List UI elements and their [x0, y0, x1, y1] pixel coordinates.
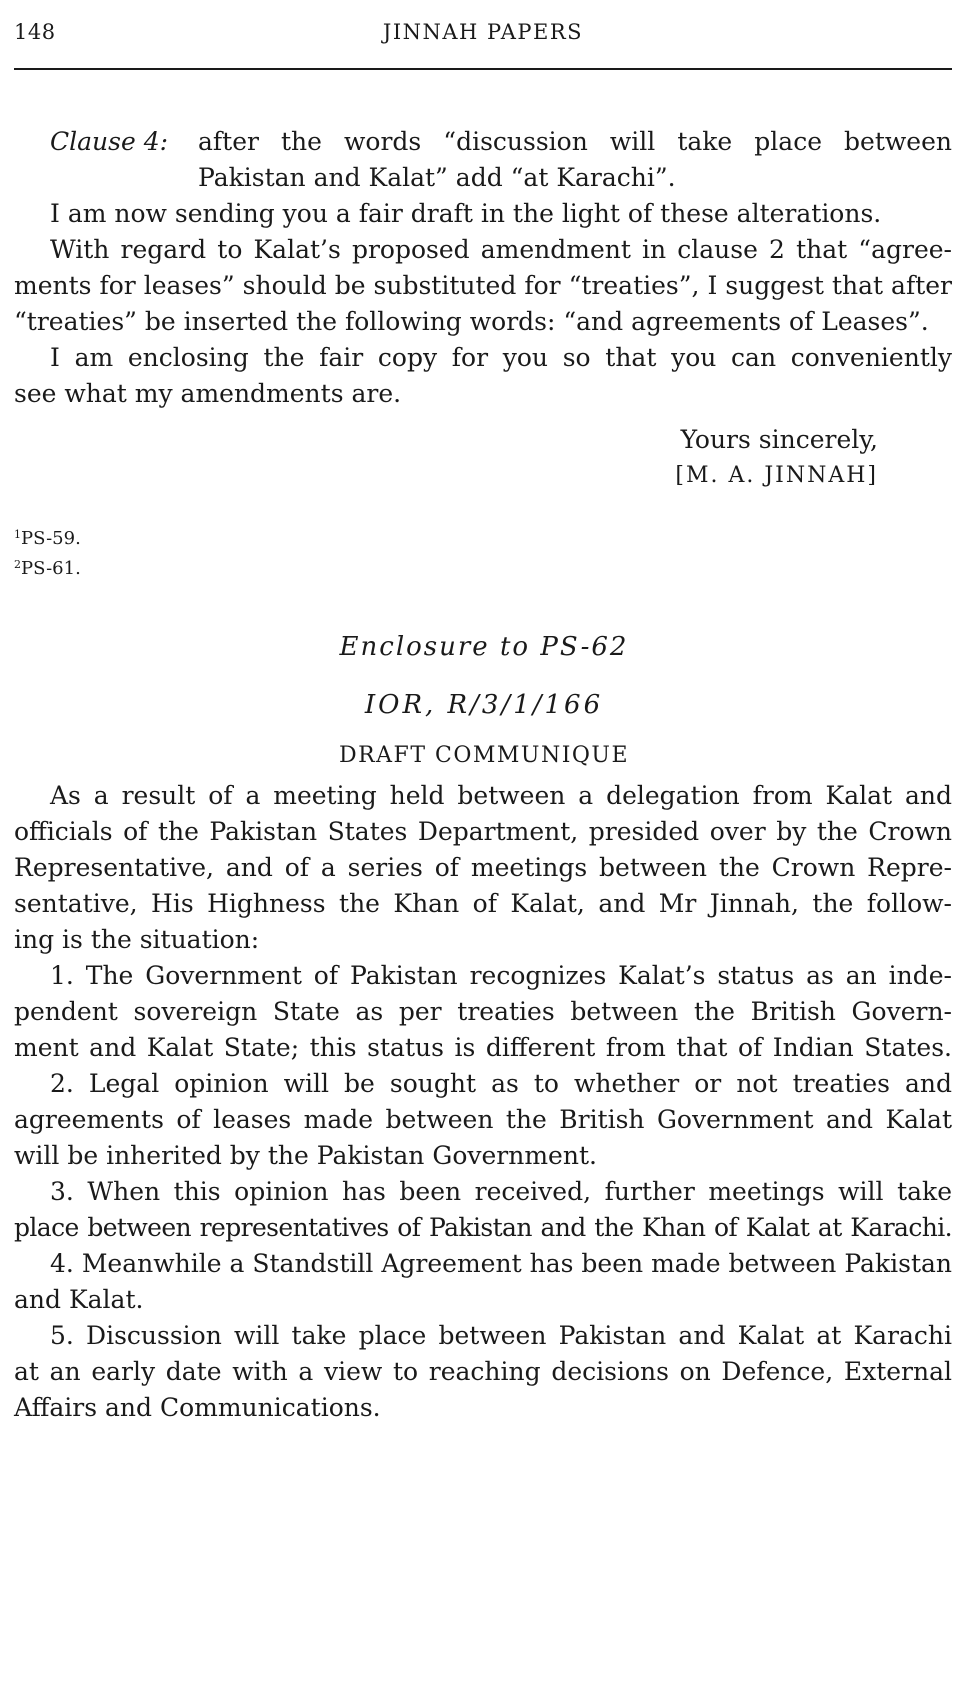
clause-4-amendment: [14, 124, 952, 196]
communique-line: Affairs and Communications.: [14, 1393, 381, 1422]
communique-line: pendent sovereign State as per treaties between the British Govern-: [14, 997, 952, 1026]
communique-line: Representative, and of a series of meetings between the Crown Repre-: [14, 853, 952, 882]
letter-line: I am enclosing the fair copy for you so that you can conveniently: [50, 343, 952, 372]
communique-line: and Kalat.: [14, 1285, 144, 1314]
communique-line: 2. Legal opinion will be sought as to whether or not treaties and: [50, 1069, 952, 1098]
communique-line: As a result of a meeting held between a delegation from Kalat and: [50, 781, 952, 810]
header-rule: [14, 68, 952, 70]
communique-body: [14, 778, 952, 1426]
footnote-text: PS-59.: [21, 528, 81, 549]
communique-line: agreements of leases made between the British Government and Kalat: [14, 1105, 952, 1134]
communique-line: 3. When this opinion has been received, further meetings will take: [50, 1177, 952, 1206]
letter-line: see what my amendments are.: [14, 379, 402, 408]
communique-line: 4. Meanwhile a Standstill Agreement has been made between Pakistan: [50, 1249, 952, 1278]
footnote-mark: 1: [14, 528, 21, 541]
page-header: [14, 18, 952, 50]
clause-line: Pakistan and Kalat” add “at Karachi”.: [198, 163, 676, 192]
communique-line: ing is the situation:: [14, 925, 260, 954]
communique-heading: DRAFT COMMUNIQUE: [338, 743, 630, 768]
closing: Yours sincerely,: [680, 425, 878, 454]
page-number: 148: [14, 20, 56, 44]
communique-line: 1. The Government of Pakistan recognizes Kalat’s status as an inde-: [50, 961, 952, 990]
enclosure-title: Enclosure to PS-62: [339, 632, 629, 662]
letter-signoff: [578, 422, 878, 494]
archive-reference: IOR, R/3/1/166: [364, 690, 604, 720]
communique-line: officials of the Pakistan States Department, presided over by the Crown: [14, 817, 952, 846]
footnote: [14, 552, 81, 582]
communique-line: sentative, His Highness the Khan of Kalat, and Mr Jinnah, the follow-: [14, 889, 952, 918]
clause-label: Clause 4:: [50, 127, 169, 156]
letter-line: ments for leases” should be substituted for “treaties”, I suggest that after: [14, 271, 952, 300]
footnote: [14, 522, 81, 552]
communique-line: place between representatives of Pakistan and the Khan of Kalat at Karachi.: [14, 1213, 952, 1242]
footnote-text: PS-61.: [21, 558, 81, 579]
signature: [M. A. JINNAH]: [675, 463, 878, 488]
letter-line: “treaties” be inserted the following words: “and agreements of Leases”.: [14, 307, 929, 336]
running-title: JINNAH PAPERS: [382, 20, 584, 44]
communique-line: will be inherited by the Pakistan Government.: [14, 1141, 597, 1170]
footnotes: [14, 522, 81, 582]
letter-line: With regard to Kalat’s proposed amendment in clause 2 that “agree-: [50, 235, 952, 264]
communique-line: ment and Kalat State; this status is different from that of Indian States.: [14, 1033, 952, 1062]
letter-line: I am now sending you a fair draft in the light of these alterations.: [50, 199, 882, 228]
clause-line: after the words “discussion will take place between: [198, 127, 952, 156]
letter-body: [14, 124, 952, 412]
communique-line: 5. Discussion will take place between Pakistan and Kalat at Karachi: [50, 1321, 952, 1350]
footnote-mark: 2: [14, 558, 21, 571]
communique-line: at an early date with a view to reaching decisions on Defence, External: [14, 1357, 952, 1386]
